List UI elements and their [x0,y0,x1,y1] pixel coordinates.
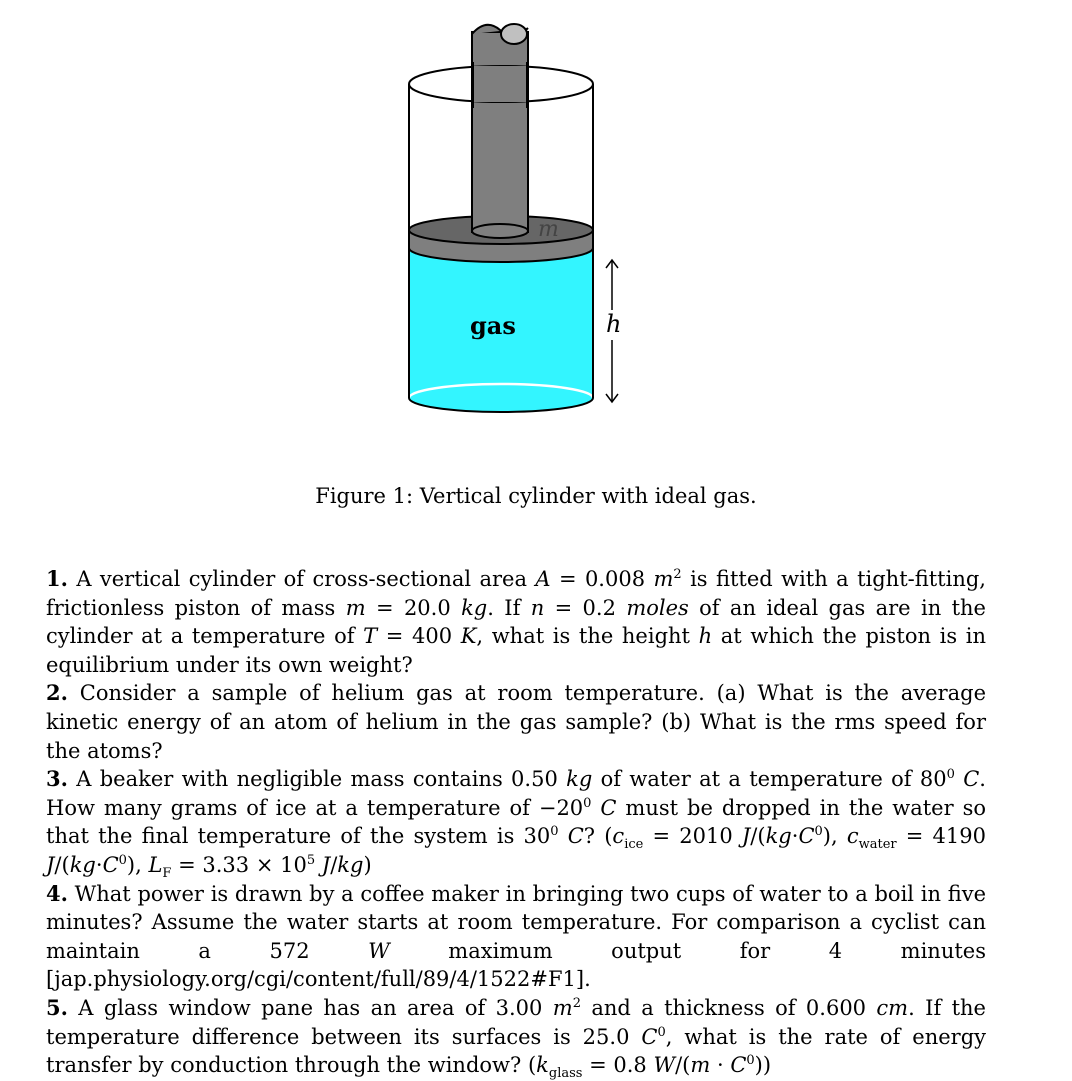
problem-number: 2. [46,680,68,706]
problem-number: 5. [46,994,68,1020]
problem-1: 1. A vertical cylinder of cross-sectional area A = 0.008 $m^2$ is fitted with a tight-fitting, frictionless piston of mass m = 20.0 kg. If n = 0.2 moles of an ideal gas are in the cylinder at a temperature of T = 400 K, what is the height h at which the piston is in equilibrium under its own weight? [46,566,986,677]
problem-5: 5. A glass window pane has an area of 3.00 $m^2$ and a thickness of 0.600 cm. If the temperature difference between its surfaces is 25.0 $C^0$, what is the rate of energy transfer by conduction through the window? ($k_{glass} = 0.8$ $W/(m \cdot C^0)$) [46,994,987,1081]
problem-4: 4. What power is drawn by a coffee maker in bringing two cups of water to a boil in five minutes? Assume the water starts at room temperature. For comparison a cyclist can maintain a 572 W maximum output for 4 minutes [jap.physiology.org/cgi/content/full/89/4/1522#F1]. [46,880,986,992]
rod-bottom [472,224,528,238]
height-label: h [606,310,622,338]
problem-number: 3. [46,766,68,792]
problem-2: 2. Consider a sample of helium gas at room temperature. (a) What is the average kinetic energy of an atom of helium in the gas sample? (b) What is the rms speed for the atoms? [46,680,986,763]
problem-list [46,565,986,1080]
problem-number: 1. [46,566,68,591]
problem-number: 4. [46,880,68,906]
piston-rod [472,32,528,232]
cylinder-figure [390,12,650,432]
gas-label: gas [470,311,516,340]
problem-3: 3. A beaker with negligible mass contains 0.50 kg of water at a temperature of $80^0$ C. How many grams of ice at a temperature of $-20^0$ C must be dropped in the water so that the final temperature of the system is $30^0$ C? ($c_{ice} = 2010$ $J/(kg\cdot C^0)$, $c_{water} = 4190$ $J/(kg\cdot C^0)$, $L_F = 3.33 \times 10^5$ J/kg) [46,766,986,882]
mass-label: m [538,217,559,242]
figure-caption: Figure 1: Vertical cylinder with ideal gas. [315,484,757,508]
rod-top-cut [501,24,527,44]
